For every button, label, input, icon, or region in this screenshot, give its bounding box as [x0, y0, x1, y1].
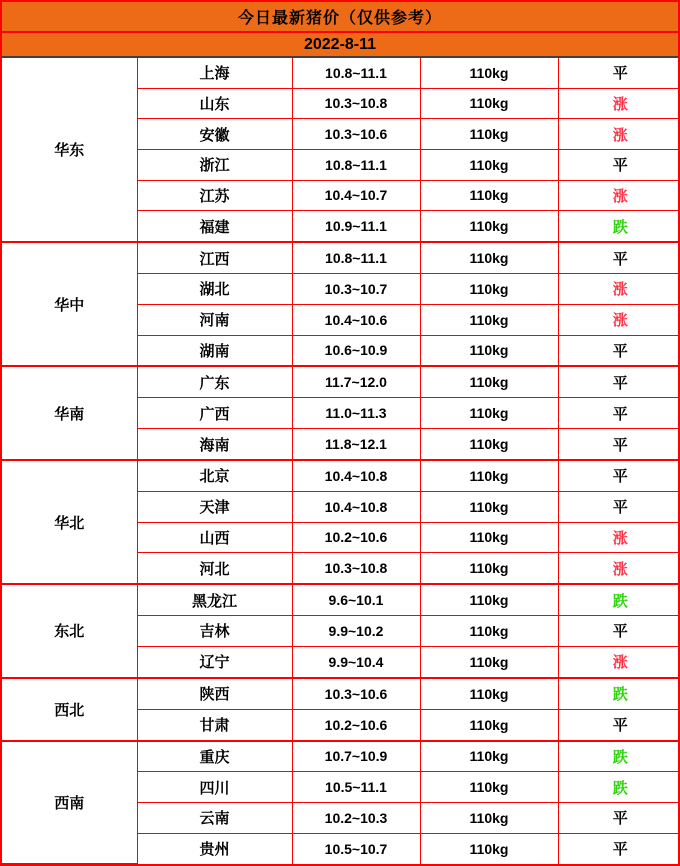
price-cell: 10.8~11.1	[292, 149, 420, 180]
province-cell: 北京	[137, 460, 292, 491]
province-cell: 吉林	[137, 616, 292, 647]
price-cell: 9.6~10.1	[292, 584, 420, 615]
trend-cell: 涨	[558, 88, 680, 119]
region-cell: 华北	[2, 460, 137, 584]
trend-cell: 平	[558, 833, 680, 863]
price-cell: 10.4~10.6	[292, 304, 420, 335]
region-cell: 华东	[2, 58, 137, 242]
trend-cell: 跌	[558, 741, 680, 772]
trend-cell: 跌	[558, 772, 680, 803]
trend-cell: 平	[558, 429, 680, 460]
trend-cell: 跌	[558, 584, 680, 615]
weight-cell: 110kg	[420, 304, 558, 335]
price-cell: 10.5~11.1	[292, 772, 420, 803]
price-cell: 10.5~10.7	[292, 833, 420, 863]
weight-cell: 110kg	[420, 429, 558, 460]
weight-cell: 110kg	[420, 88, 558, 119]
price-cell: 11.7~12.0	[292, 366, 420, 397]
weight-cell: 110kg	[420, 211, 558, 242]
province-cell: 江苏	[137, 180, 292, 211]
province-cell: 天津	[137, 491, 292, 522]
province-cell: 甘肃	[137, 709, 292, 740]
province-cell: 四川	[137, 772, 292, 803]
province-cell: 黑龙江	[137, 584, 292, 615]
table-row	[2, 460, 680, 491]
province-cell: 山西	[137, 522, 292, 553]
province-cell: 浙江	[137, 149, 292, 180]
trend-cell: 平	[558, 242, 680, 273]
province-cell: 山东	[137, 88, 292, 119]
province-cell: 河北	[137, 553, 292, 584]
weight-cell: 110kg	[420, 553, 558, 584]
price-cell: 10.6~10.9	[292, 335, 420, 366]
price-cell: 11.8~12.1	[292, 429, 420, 460]
price-cell: 10.8~11.1	[292, 58, 420, 88]
trend-cell: 跌	[558, 678, 680, 709]
province-cell: 重庆	[137, 741, 292, 772]
province-cell: 广西	[137, 398, 292, 429]
region-cell: 东北	[2, 584, 137, 678]
weight-cell: 110kg	[420, 366, 558, 397]
province-cell: 江西	[137, 242, 292, 273]
trend-cell: 平	[558, 803, 680, 834]
province-cell: 贵州	[137, 833, 292, 863]
weight-cell: 110kg	[420, 149, 558, 180]
province-cell: 云南	[137, 803, 292, 834]
trend-cell: 涨	[558, 646, 680, 677]
province-cell: 海南	[137, 429, 292, 460]
weight-cell: 110kg	[420, 741, 558, 772]
table-row	[2, 584, 680, 615]
trend-cell: 平	[558, 366, 680, 397]
weight-cell: 110kg	[420, 274, 558, 305]
weight-cell: 110kg	[420, 803, 558, 834]
trend-cell: 涨	[558, 304, 680, 335]
trend-cell: 跌	[558, 211, 680, 242]
price-cell: 10.3~10.6	[292, 119, 420, 150]
weight-cell: 110kg	[420, 646, 558, 677]
table-row	[2, 366, 680, 397]
table-date: 2022-8-11	[2, 33, 678, 58]
region-cell: 华中	[2, 242, 137, 366]
province-cell: 湖北	[137, 274, 292, 305]
price-cell: 9.9~10.2	[292, 616, 420, 647]
weight-cell: 110kg	[420, 709, 558, 740]
price-cell: 9.9~10.4	[292, 646, 420, 677]
trend-cell: 平	[558, 398, 680, 429]
province-cell: 福建	[137, 211, 292, 242]
weight-cell: 110kg	[420, 460, 558, 491]
weight-cell: 110kg	[420, 522, 558, 553]
trend-cell: 平	[558, 335, 680, 366]
weight-cell: 110kg	[420, 398, 558, 429]
price-cell: 10.4~10.7	[292, 180, 420, 211]
trend-cell: 平	[558, 58, 680, 88]
price-table-wrap	[2, 58, 678, 864]
weight-cell: 110kg	[420, 242, 558, 273]
region-cell: 西北	[2, 678, 137, 741]
weight-cell: 110kg	[420, 119, 558, 150]
weight-cell: 110kg	[420, 584, 558, 615]
weight-cell: 110kg	[420, 180, 558, 211]
table-row	[2, 741, 680, 772]
price-cell: 11.0~11.3	[292, 398, 420, 429]
price-cell: 10.2~10.6	[292, 522, 420, 553]
province-cell: 陕西	[137, 678, 292, 709]
table-row	[2, 58, 680, 88]
province-cell: 辽宁	[137, 646, 292, 677]
trend-cell: 平	[558, 709, 680, 740]
price-cell: 10.9~11.1	[292, 211, 420, 242]
weight-cell: 110kg	[420, 335, 558, 366]
province-cell: 河南	[137, 304, 292, 335]
table-row	[2, 678, 680, 709]
weight-cell: 110kg	[420, 678, 558, 709]
price-cell: 10.7~10.9	[292, 741, 420, 772]
weight-cell: 110kg	[420, 833, 558, 863]
weight-cell: 110kg	[420, 616, 558, 647]
trend-cell: 平	[558, 491, 680, 522]
price-cell: 10.4~10.8	[292, 460, 420, 491]
trend-cell: 平	[558, 149, 680, 180]
trend-cell: 涨	[558, 119, 680, 150]
weight-cell: 110kg	[420, 491, 558, 522]
weight-cell: 110kg	[420, 58, 558, 88]
price-cell: 10.8~11.1	[292, 242, 420, 273]
trend-cell: 涨	[558, 553, 680, 584]
price-cell: 10.2~10.6	[292, 709, 420, 740]
price-cell: 10.3~10.8	[292, 88, 420, 119]
price-table-body	[2, 58, 680, 864]
trend-cell: 涨	[558, 180, 680, 211]
weight-cell: 110kg	[420, 772, 558, 803]
region-cell: 华南	[2, 366, 137, 460]
price-table	[2, 58, 680, 864]
trend-cell: 平	[558, 616, 680, 647]
region-cell: 西南	[2, 741, 137, 864]
table-row	[2, 242, 680, 273]
province-cell: 湖南	[137, 335, 292, 366]
price-cell: 10.2~10.3	[292, 803, 420, 834]
price-cell: 10.3~10.8	[292, 553, 420, 584]
table-title: 今日最新猪价（仅供参考）	[2, 2, 678, 33]
province-cell: 广东	[137, 366, 292, 397]
trend-cell: 平	[558, 460, 680, 491]
price-cell: 10.3~10.6	[292, 678, 420, 709]
trend-cell: 涨	[558, 274, 680, 305]
price-cell: 10.3~10.7	[292, 274, 420, 305]
price-cell: 10.4~10.8	[292, 491, 420, 522]
province-cell: 安徽	[137, 119, 292, 150]
province-cell: 上海	[137, 58, 292, 88]
trend-cell: 涨	[558, 522, 680, 553]
